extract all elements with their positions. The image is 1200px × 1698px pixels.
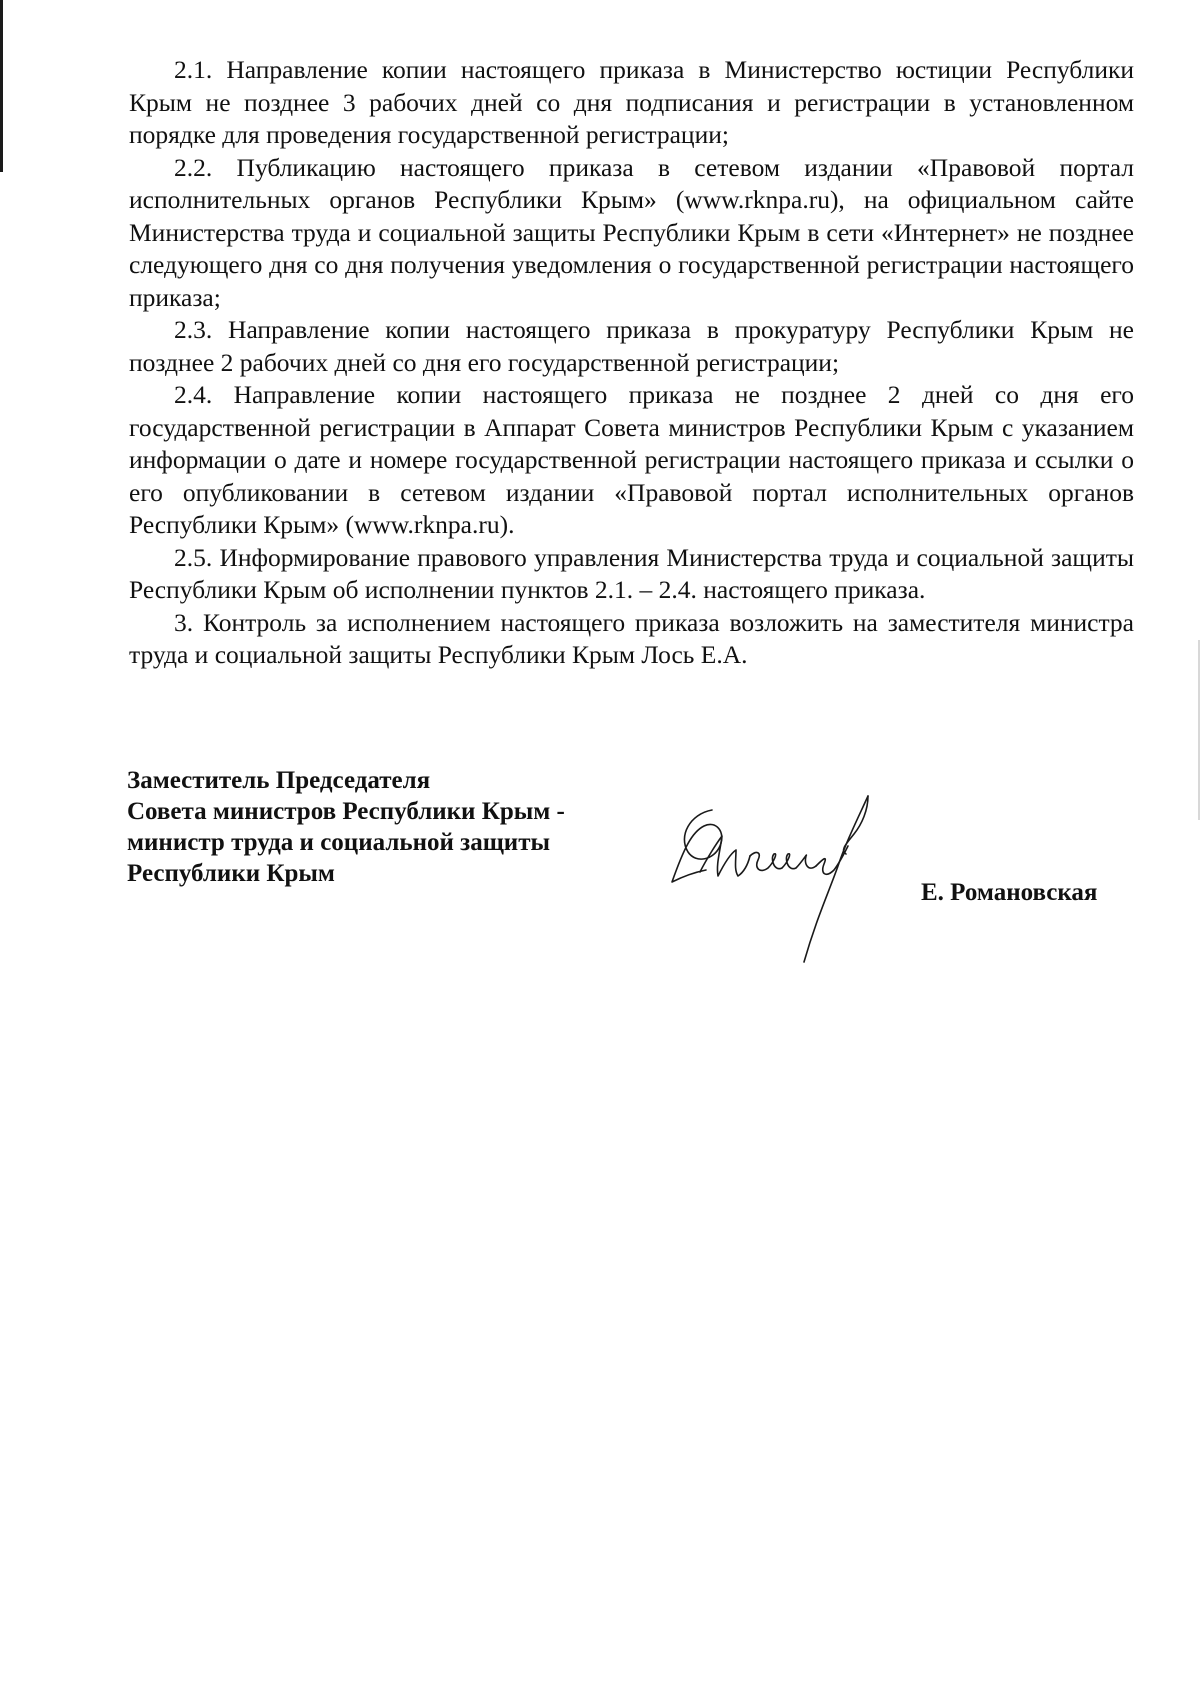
- clause-3: 3. Контроль за исполнением настоящего приказа возложить на заместителя министра труда и социальной защиты Республики Крым Лось Е.А.: [129, 607, 1134, 669]
- signatory-title: [127, 765, 565, 889]
- document-body: [129, 54, 1134, 672]
- signer-name: Е. Романовская: [921, 879, 1098, 906]
- clause-2-5: 2.5. Информирование правового управления Министерства труда и социальной защиты Республики Крым об исполнении пунктов 2.1. – 2.4. настоящего приказа.: [129, 542, 1134, 604]
- clause-2-4: 2.4. Направление копии настоящего приказа не позднее 2 дней со дня его государственной регистрации в Аппарат Совета министров Республики Крым с указанием информации о дате и номере государственной регистрации настоящего приказа и ссылки о его опубликовании в сетевом издании «Правовой портал исполнительных органов Республики Крым» (www.rknpa.ru).: [129, 380, 1134, 539]
- scan-edge-mark: [0, 0, 3, 172]
- signatory-title-line: Республики Крым: [127, 860, 335, 887]
- handwritten-signature: [670, 790, 905, 965]
- signatory-title-line: министр труда и социальной защиты: [127, 829, 550, 856]
- signatory-title-line: Совета министров Республики Крым -: [127, 798, 565, 825]
- clause-2-2: 2.2. Публикацию настоящего приказа в сетевом издании «Правовой портал исполнительных органов Республики Крым» (www.rknpa.ru), на официальном сайте Министерства труда и социальной защиты Республики Крым в сети «Интернет» не позднее следующего дня со дня получения уведомления о государственной регистрации настоящего приказа;: [129, 152, 1134, 312]
- clause-2-1: 2.1. Направление копии настоящего приказа в Министерство юстиции Республики Крым не позднее 3 рабочих дней со дня подписания и регистрации в установленном порядке для проведения государственной регистрации;: [129, 55, 1134, 149]
- clause-2-3: 2.3. Направление копии настоящего приказа в прокуратуру Республики Крым не позднее 2 рабочих дней со дня его государственной регистрации;: [129, 315, 1134, 377]
- signatory-title-line: Заместитель Председателя: [127, 767, 431, 794]
